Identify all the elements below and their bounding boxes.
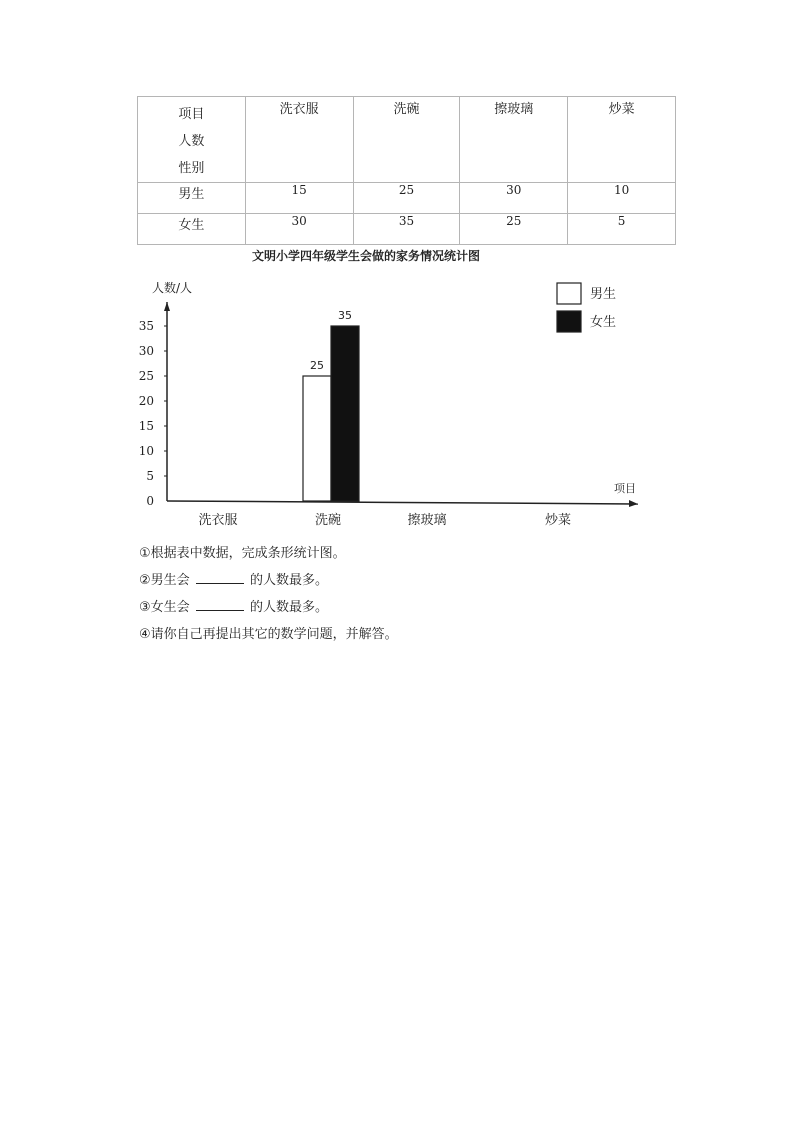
- corner-label-count: 人数: [178, 134, 205, 149]
- header-cell: 洗碗: [353, 97, 460, 183]
- legend-label-male: 男生: [590, 287, 617, 302]
- row-label: 女生: [138, 214, 246, 245]
- data-label: 35: [338, 309, 352, 322]
- table-cell: 35: [353, 214, 460, 245]
- table-header-row: [138, 97, 676, 183]
- question-3-suffix: 的人数最多。: [249, 600, 328, 615]
- table-cell: 5: [568, 214, 676, 245]
- y-tick-label: 25: [138, 369, 154, 383]
- question-2-suffix: 的人数最多。: [249, 573, 328, 588]
- bar-male: [303, 376, 331, 501]
- question-3: [139, 594, 398, 621]
- question-3-prefix: ③女生会: [139, 600, 190, 615]
- legend-swatch-female: [557, 311, 581, 332]
- question-2: [139, 567, 398, 594]
- legend-label-female: 女生: [590, 315, 617, 330]
- header-cell: 擦玻璃: [460, 97, 568, 183]
- y-tick-label: 5: [146, 469, 154, 483]
- y-tick-label: 30: [138, 344, 154, 358]
- y-tick-label: 15: [138, 419, 154, 433]
- y-axis-label: 人数/人: [152, 281, 193, 295]
- data-label: 25: [310, 359, 324, 372]
- corner-label-item: 项目: [178, 107, 205, 122]
- header-cell: 炒菜: [568, 97, 676, 183]
- questions: [139, 540, 398, 648]
- bar-chart: [130, 240, 660, 532]
- table-cell: 30: [245, 214, 353, 245]
- x-axis-arrow: [629, 500, 638, 507]
- table-cell: 15: [245, 183, 353, 214]
- answer-blank[interactable]: [196, 571, 244, 584]
- answer-blank[interactable]: [196, 598, 244, 611]
- chart-title: 文明小学四年级学生会做的家务情况统计图: [251, 249, 481, 263]
- table-cell: 25: [460, 214, 568, 245]
- table-cell: 25: [353, 183, 460, 214]
- y-tick-label: 35: [138, 319, 154, 333]
- legend-swatch-male: [557, 283, 581, 304]
- x-axis-label: 项目: [614, 482, 636, 495]
- x-tick-label: 洗衣服: [198, 513, 238, 528]
- table-cell: 10: [568, 183, 676, 214]
- y-tick-label: 0: [146, 494, 154, 508]
- question-2-prefix: ②男生会: [139, 573, 190, 588]
- chart-plot: [139, 283, 638, 528]
- y-axis-arrow: [164, 302, 170, 311]
- header-corner-cell: [138, 97, 246, 183]
- bar-female: [331, 326, 359, 501]
- x-axis: [167, 501, 638, 504]
- question-1: ①根据表中数据，完成条形统计图。: [139, 546, 346, 561]
- question-4: ④请你自己再提出其它的数学问题，并解答。: [139, 627, 398, 642]
- y-tick-label: 10: [138, 444, 154, 458]
- table-cell: 30: [460, 183, 568, 214]
- table-row: [138, 183, 676, 214]
- x-tick-label: 洗碗: [314, 513, 342, 528]
- row-label: 男生: [138, 183, 246, 214]
- header-cell: 洗衣服: [245, 97, 353, 183]
- y-tick-label: 20: [138, 394, 154, 408]
- x-tick-label: 擦玻璃: [407, 513, 447, 528]
- data-table: [137, 96, 676, 245]
- corner-label-gender: 性别: [178, 161, 205, 176]
- x-tick-label: 炒菜: [544, 513, 572, 528]
